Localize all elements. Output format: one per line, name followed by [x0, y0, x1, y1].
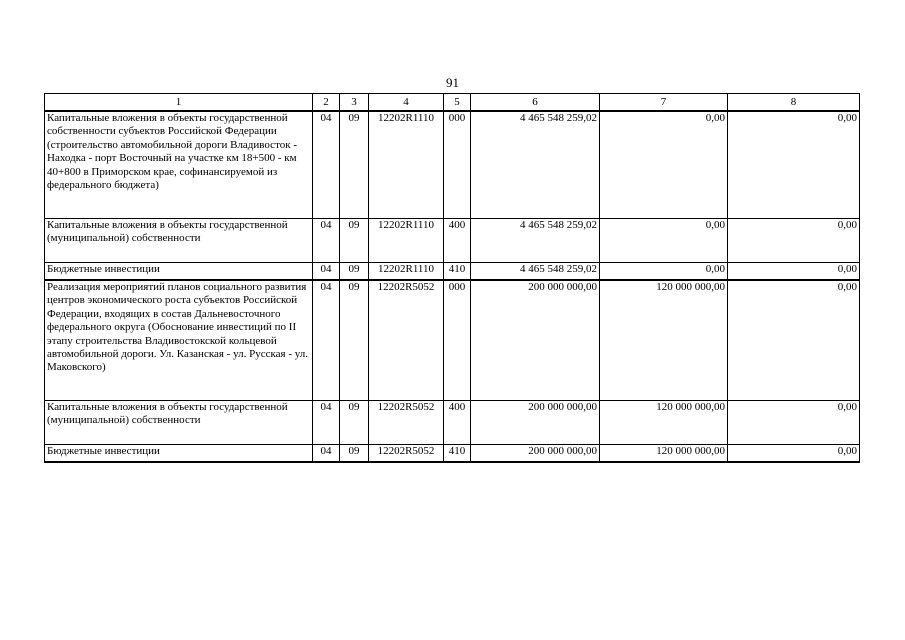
section-cell: 04	[313, 218, 340, 262]
subsection-cell: 09	[340, 218, 369, 262]
row-name-cell: Капитальные вложения в объекты государственной (муниципальной) собственности	[45, 400, 313, 444]
row-name-cell: Капитальные вложения в объекты государственной собственности субъектов Российской Федерации (строительство автомобильной дороги Владивосток - Находка - порт Восточный на участке км 18+500 - км 40+800 в Приморском крае, софинансируемой из федерального бюджета)	[45, 111, 313, 218]
target-article-cell: 12202R1110	[369, 111, 444, 218]
target-article-cell: 12202R1110	[369, 262, 444, 280]
amount-col7-cell: 120 000 000,00	[600, 400, 728, 444]
amount-col8-cell: 0,00	[728, 111, 860, 218]
section-cell: 04	[313, 280, 340, 400]
expense-type-cell: 410	[444, 262, 471, 280]
target-article-cell: 12202R1110	[369, 218, 444, 262]
amount-col8-cell: 0,00	[728, 444, 860, 462]
row-name-cell: Бюджетные инвестиции	[45, 444, 313, 462]
target-article-cell: 12202R5052	[369, 280, 444, 400]
table-row	[45, 111, 860, 218]
subsection-cell: 09	[340, 111, 369, 218]
expense-type-cell: 410	[444, 444, 471, 462]
table-row	[45, 444, 860, 462]
column-header: 1	[45, 94, 313, 112]
column-header: 3	[340, 94, 369, 112]
column-header: 6	[471, 94, 600, 112]
subsection-cell: 09	[340, 400, 369, 444]
amount-col6-cell: 4 465 548 259,02	[471, 111, 600, 218]
amount-col7-cell: 120 000 000,00	[600, 444, 728, 462]
expense-type-cell: 400	[444, 218, 471, 262]
amount-col7-cell: 120 000 000,00	[600, 280, 728, 400]
amount-col7-cell: 0,00	[600, 262, 728, 280]
subsection-cell: 09	[340, 444, 369, 462]
amount-col8-cell: 0,00	[728, 400, 860, 444]
budget-table	[44, 93, 860, 463]
amount-col6-cell: 4 465 548 259,02	[471, 218, 600, 262]
amount-col7-cell: 0,00	[600, 218, 728, 262]
subsection-cell: 09	[340, 262, 369, 280]
target-article-cell: 12202R5052	[369, 400, 444, 444]
page-number: 91	[446, 75, 459, 90]
row-name-cell: Бюджетные инвестиции	[45, 262, 313, 280]
table-row	[45, 280, 860, 400]
column-header: 5	[444, 94, 471, 112]
target-article-cell: 12202R5052	[369, 444, 444, 462]
table-row	[45, 262, 860, 280]
expense-type-cell: 400	[444, 400, 471, 444]
column-header: 4	[369, 94, 444, 112]
amount-col8-cell: 0,00	[728, 262, 860, 280]
column-header: 2	[313, 94, 340, 112]
column-header: 8	[728, 94, 860, 112]
section-cell: 04	[313, 262, 340, 280]
amount-col7-cell: 0,00	[600, 111, 728, 218]
amount-col6-cell: 200 000 000,00	[471, 444, 600, 462]
row-name-cell: Капитальные вложения в объекты государственной (муниципальной) собственности	[45, 218, 313, 262]
section-cell: 04	[313, 444, 340, 462]
row-name-cell: Реализация мероприятий планов социального развития центров экономического роста субъектов Российской Федерации, входящих в состав Дальневосточного федерального округа (Обоснование инвестиций по II этапу строительства Владивостокской кольцевой автомобильной дороги. Ул. Казанская - ул. Русская - ул. Маковского)	[45, 280, 313, 400]
amount-col8-cell: 0,00	[728, 280, 860, 400]
amount-col6-cell: 4 465 548 259,02	[471, 262, 600, 280]
section-cell: 04	[313, 400, 340, 444]
column-header: 7	[600, 94, 728, 112]
table-row	[45, 218, 860, 262]
table-row	[45, 400, 860, 444]
amount-col6-cell: 200 000 000,00	[471, 280, 600, 400]
header-row	[45, 94, 860, 112]
section-cell: 04	[313, 111, 340, 218]
subsection-cell: 09	[340, 280, 369, 400]
amount-col8-cell: 0,00	[728, 218, 860, 262]
amount-col6-cell: 200 000 000,00	[471, 400, 600, 444]
expense-type-cell: 000	[444, 111, 471, 218]
expense-type-cell: 000	[444, 280, 471, 400]
